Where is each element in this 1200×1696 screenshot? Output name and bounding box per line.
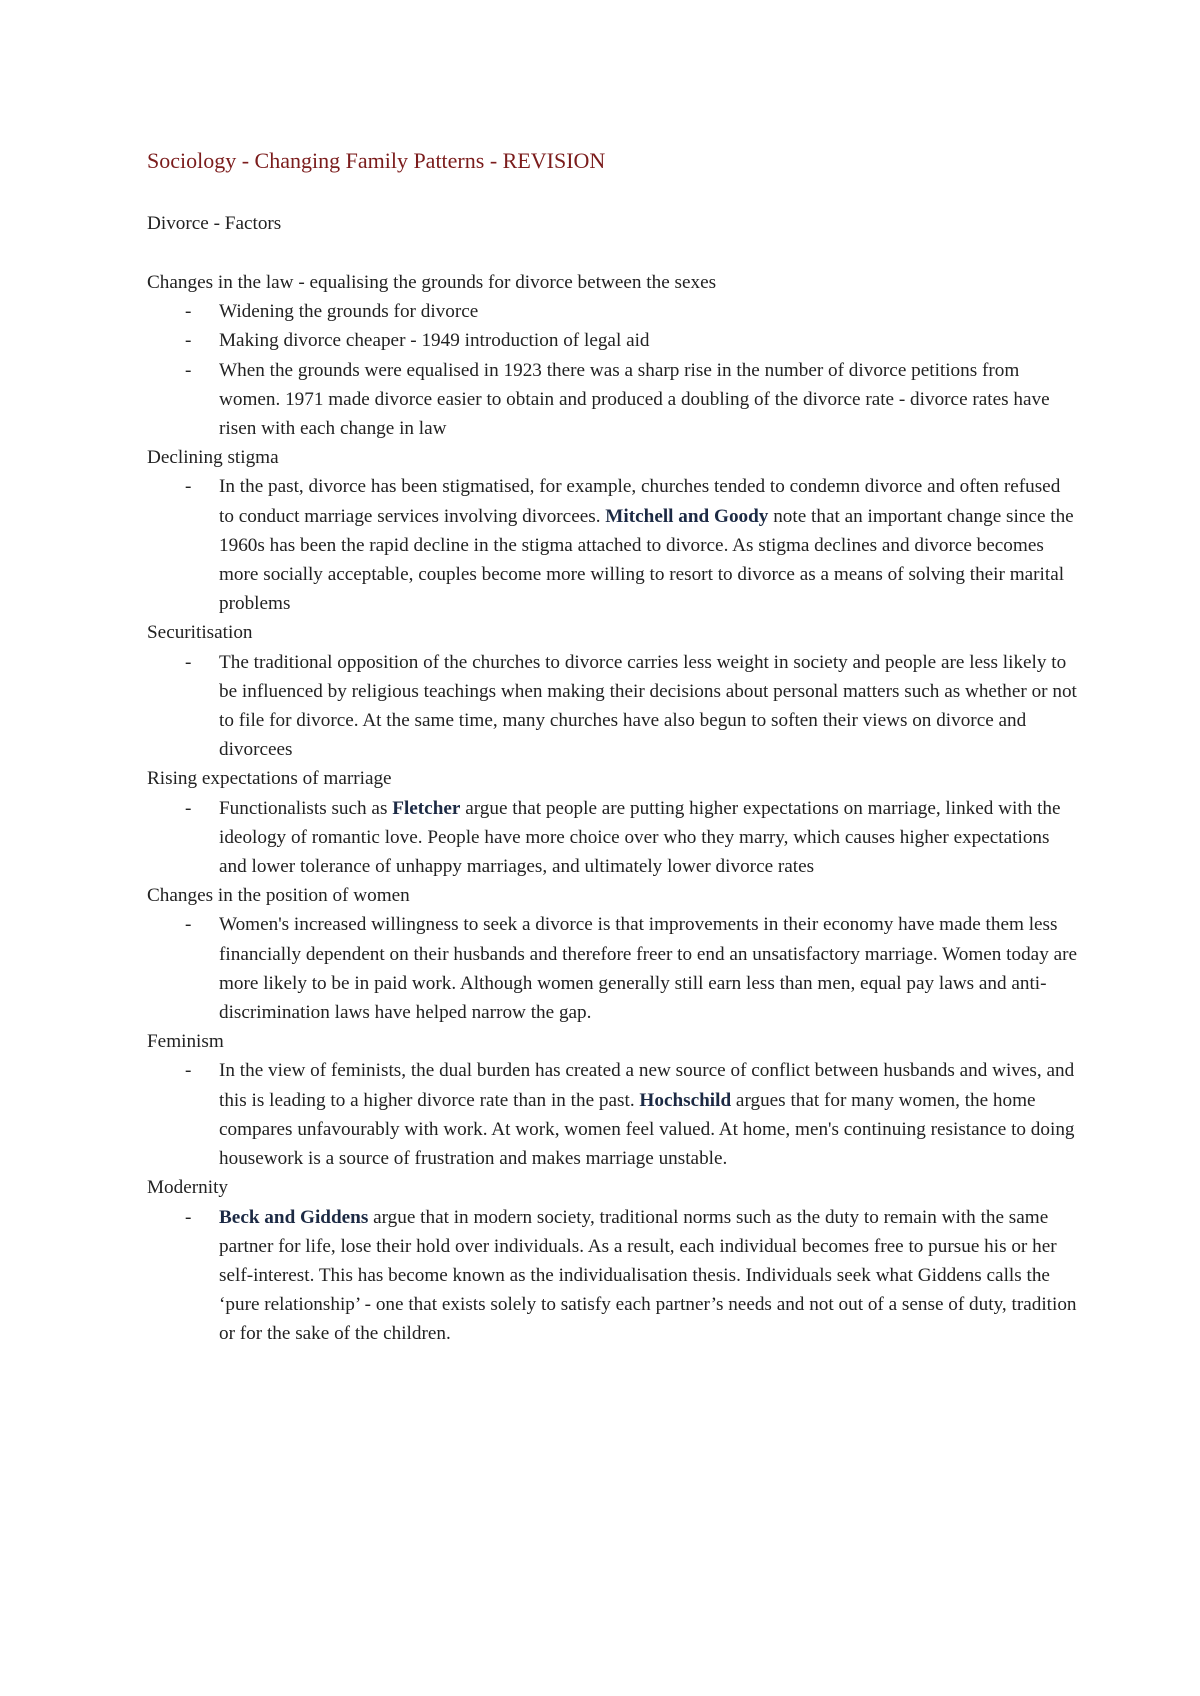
- bullet-item: [147, 1056, 1079, 1173]
- bullet-text: Women's increased willingness to seek a divorce is that improvements in their economy have made them less financially dependent on their husbands and therefore freer to end an unsatisfactory marriage. Women today are more likely to be in paid work. Although women generally still earn less than men, equal pay laws and anti-discrimination laws have helped narrow the gap.: [219, 914, 1078, 1024]
- bullet-item: [147, 910, 1079, 1027]
- bullet-list: [147, 297, 1077, 443]
- bullet-dash-icon: -: [185, 914, 192, 936]
- bullet-text: The traditional opposition of the churches to divorce carries less weight in society and people are less likely to be influenced by religious teachings when making their decisions about personal matters such as whether or not to file for divorce. At the same time, many churches have also begun to soften their views on divorce and divorcees: [219, 651, 1077, 761]
- bullet-dash-icon: -: [185, 476, 192, 498]
- bullet-list: [147, 472, 1077, 618]
- section-heading: Securitisation: [147, 622, 253, 644]
- bullet-dash-icon: -: [185, 1060, 192, 1082]
- bullet-text: In the past, divorce has been stigmatised, for example, churches tended to condemn divorce and often refused to conduct marriage services involving divorcees.: [219, 476, 1061, 527]
- bullet-text: In the view of feminists, the dual burden has created a new source of conflict between husbands and wives, and this is leading to a higher divorce rate than in the past.: [219, 1060, 1075, 1111]
- bullet-dash-icon: -: [185, 359, 192, 381]
- bullet-item: [147, 326, 1079, 355]
- section-heading: Changes in the law - equalising the grounds for divorce between the sexes: [147, 272, 717, 293]
- author-name: Beck and Giddens: [219, 1206, 369, 1228]
- bullet-dash-icon: -: [185, 301, 192, 323]
- bullet-text: Widening the grounds for divorce: [219, 301, 479, 323]
- bullet-list: [147, 1056, 1077, 1173]
- bullet-dash-icon: -: [185, 1206, 192, 1228]
- document-subtitle: Divorce - Factors: [147, 213, 282, 234]
- bullet-text: argue that people are putting higher expectations on marriage, linked with the ideology of romantic love. People have more choice over who they marry, which causes higher expectations and lower tolerance of unhappy marriages, and ultimately lower divorce rates: [219, 797, 1061, 878]
- bullet-list: [147, 1203, 1077, 1349]
- bullet-dash-icon: -: [185, 330, 192, 352]
- bullet-dash-icon: -: [185, 797, 192, 819]
- bullet-item: [147, 1203, 1079, 1349]
- bullet-item: [147, 297, 1079, 326]
- section-heading: Rising expectations of marriage: [147, 768, 392, 790]
- bullet-text: argue that in modern society, traditional norms such as the duty to remain with the same partner for life, lose their hold over individuals. As a result, each individual becomes free to pursue his or her self-interest. This has become known as the individualisation thesis. Individuals seek what Giddens calls the ‘pure relationship’ - one that exists solely to satisfy each partner’s needs and not out of a sense of duty, tradition or for the sake of the children.: [219, 1206, 1077, 1345]
- bullet-list: [147, 648, 1077, 765]
- bullet-text: Functionalists such as: [219, 797, 393, 819]
- document-body: [147, 268, 1077, 1349]
- author-name: Hochschild: [639, 1089, 732, 1111]
- bullet-list: [147, 910, 1077, 1027]
- bullet-list: [147, 794, 1077, 882]
- section-heading: Changes in the position of women: [147, 885, 410, 907]
- bullet-item: [147, 794, 1079, 882]
- bullet-text: argues that for many women, the home compares unfavourably with work. At work, women feel valued. At home, men's continuing resistance to doing housework is a source of frustration and makes marriage unstable.: [219, 1089, 1075, 1170]
- bullet-item: [147, 648, 1079, 765]
- section-heading: Modernity: [147, 1177, 229, 1199]
- bullet-text: Making divorce cheaper - 1949 introduction of legal aid: [219, 330, 650, 352]
- author-name: Mitchell and Goody: [605, 505, 769, 527]
- bullet-text: note that an important change since the 1960s has been the rapid decline in the stigma attached to divorce. As stigma declines and divorce becomes more socially acceptable, couples become more willing to resort to divorce as a means of solving their marital problems: [219, 505, 1074, 615]
- bullet-dash-icon: -: [185, 651, 192, 673]
- bullet-item: [147, 356, 1079, 444]
- section-heading: Feminism: [147, 1031, 224, 1053]
- bullet-text: When the grounds were equalised in 1923 there was a sharp rise in the number of divorce petitions from women. 1971 made divorce easier to obtain and produced a doubling of the divorce rate - divorce rates have risen with each change in law: [219, 359, 1050, 440]
- section-heading: Declining stigma: [147, 447, 279, 469]
- bullet-item: [147, 472, 1079, 618]
- author-name: Fletcher: [392, 797, 461, 819]
- document-title: Sociology - Changing Family Patterns - REVISION: [147, 148, 606, 173]
